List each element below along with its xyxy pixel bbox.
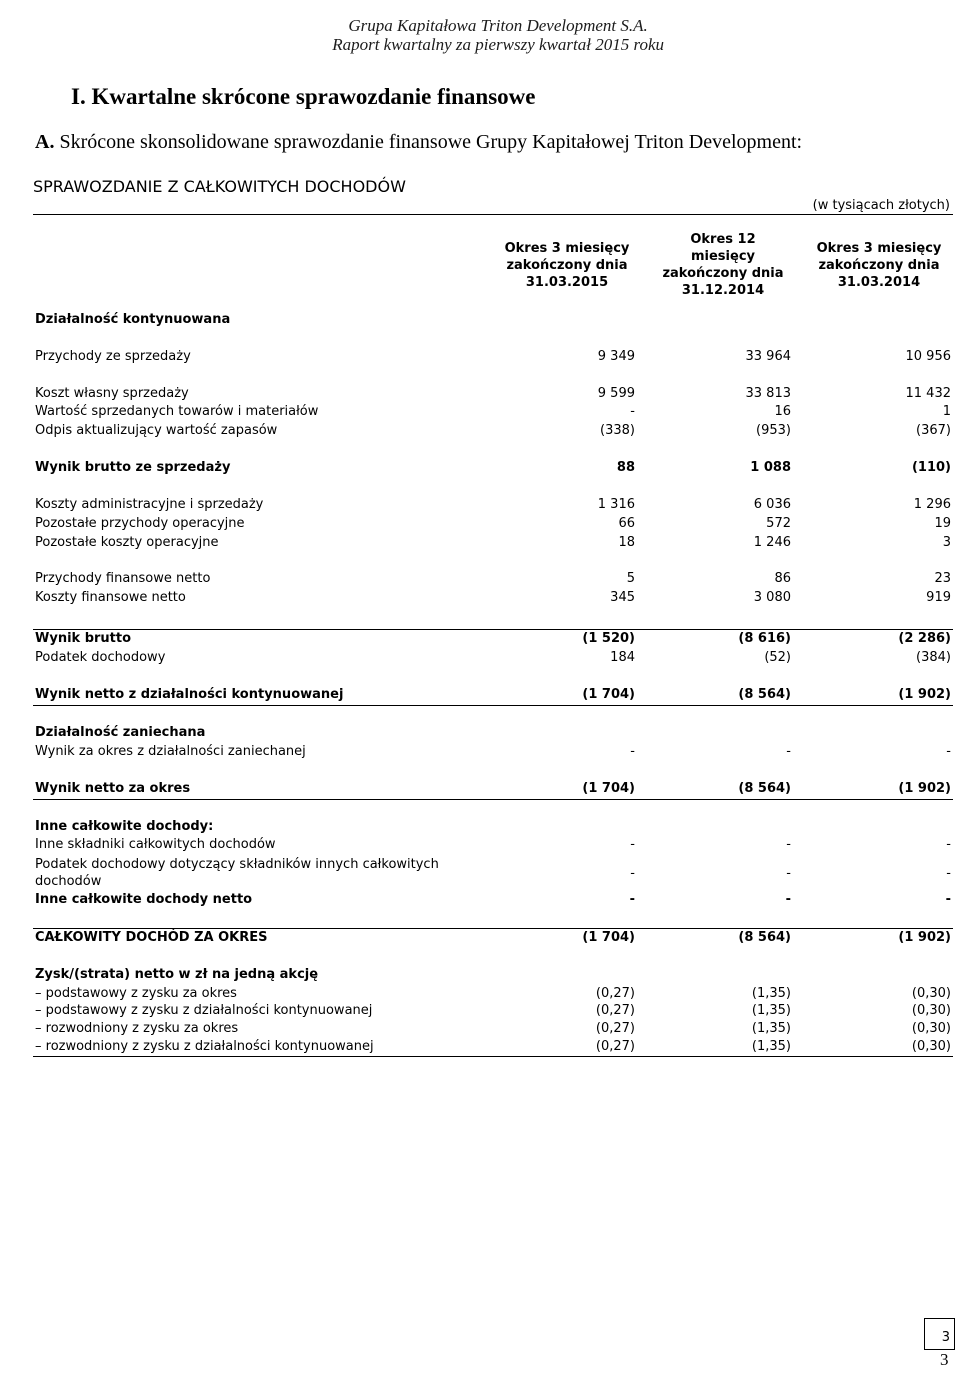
table-row: Inne całkowite dochody netto - - - [35,892,951,907]
table-row: CAŁKOWITY DOCHÓD ZA OKRES (1 704) (8 564) (1 902) [35,930,951,945]
table-row: Podatek dochodowy dotyczący składników innych całkowitych dochodów - - - [35,857,951,889]
divider [33,799,953,800]
table-row: Odpis aktualizujący wartość zapasów (338) (953) (367) [35,423,951,438]
subsection-title [35,131,802,154]
table-row: Pozostałe przychody operacyjne 66 572 19 [35,516,951,531]
table-row: Wynik netto z działalności kontynuowanej (1 704) (8 564) (1 902) [35,687,951,702]
table-row: Wartość sprzedanych towarów i materiałów - 16 1 [35,404,951,419]
table-row: – rozwodniony z zysku z działalności kontynuowanej (0,27) (1,35) (0,30) [35,1039,951,1054]
units-note: (w tysiącach złotych) [812,198,950,213]
table-row: Wynik brutto (1 520) (8 616) (2 286) [35,631,951,646]
page-box [924,1318,955,1350]
column-header-q1-2014: Okres 3 miesięcy zakończony dnia 31.03.2014 [816,241,942,290]
table-row: Koszt własny sprzedaży 9 599 33 813 11 432 [35,386,951,401]
table-row: Działalność kontynuowana [35,312,231,327]
table-row: Wynik brutto ze sprzedaży 88 1 088 (110) [35,460,951,475]
table-row: Przychody ze sprzedaży 9 349 33 964 10 956 [35,349,951,364]
divider [33,629,953,630]
divider [33,1056,953,1057]
header-report: Raport kwartalny za pierwszy kwartał 2015 roku [332,35,664,54]
page-number: 3 [940,1350,949,1369]
table-row: Inne całkowite dochody: [35,819,214,834]
subsection-text: Skrócone skonsolidowane sprawozdanie finansowe Grupy Kapitałowej Triton Development: [59,131,803,153]
table-row: Koszty finansowe netto 345 3 080 919 [35,590,951,605]
table-row: Podatek dochodowy 184 (52) (384) [35,650,951,665]
subsection-letter: A. [35,131,55,153]
table-row: Koszty administracyjne i sprzedaży 1 316 6 036 1 296 [35,497,951,512]
table-row: – podstawowy z zysku z działalności kontynuowanej (0,27) (1,35) (0,30) [35,1003,951,1018]
table-row: Działalność zaniechana [35,725,206,740]
table-row: Wynik za okres z działalności zaniechanej - - - [35,744,951,759]
table-row: Zysk/(strata) netto w zł na jedną akcję [35,967,319,982]
table-row: Pozostałe koszty operacyjne 18 1 246 3 [35,535,951,550]
divider [33,928,953,929]
table-row: – podstawowy z zysku za okres (0,27) (1,35) (0,30) [35,986,951,1001]
header-company: Grupa Kapitałowa Triton Development S.A. [348,16,648,35]
table-row: Wynik netto za okres (1 704) (8 564) (1 902) [35,781,951,796]
header-rule [33,214,953,215]
running-header [332,16,664,54]
divider [33,705,953,706]
column-header-q1-2015: Okres 3 miesięcy zakończony dnia 31.03.2015 [504,241,630,290]
table-row: Przychody finansowe netto 5 86 23 [35,571,951,586]
table-row: Inne składniki całkowitych dochodów - - - [35,837,951,852]
statement-title: SPRAWOZDANIE Z CAŁKOWITYCH DOCHODÓW [33,177,406,196]
table-row: – rozwodniony z zysku za okres (0,27) (1,35) (0,30) [35,1021,951,1036]
page-box-number: 3 [941,1330,950,1345]
section-title: I. Kwartalne skrócone sprawozdanie finansowe [71,84,536,109]
column-header-12m-2014: Okres 12 miesięcy zakończony dnia 31.12.2014 [662,232,784,298]
